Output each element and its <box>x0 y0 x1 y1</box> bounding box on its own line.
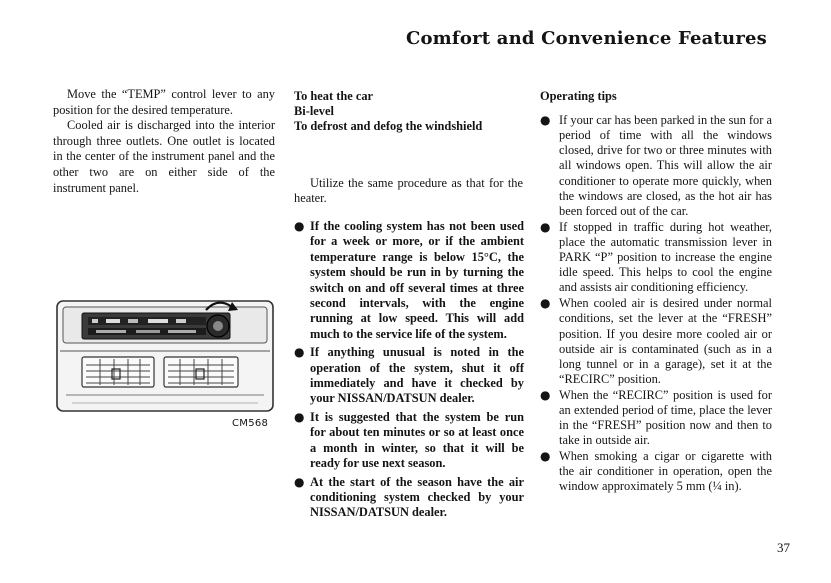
page-title: Comfort and Convenience Features <box>405 28 767 49</box>
section-heading: Operating tips <box>540 89 617 103</box>
list-item <box>294 410 524 472</box>
section-heading: To heat the car <box>294 89 374 103</box>
bullet-icon: ● <box>540 113 551 128</box>
list-item-text: When cooled air is desired under normal conditions, set the lever at the “FRESH” position. If you desire more cooled air or outside air is contaminated (such as in a long tunnel or in a garage), set it at the “RECIRC” position. <box>559 296 772 386</box>
list-item-text: If anything unusual is noted in the operation of the system, shut it off immediately and have it checked by your NISSAN/DATSUN dealer. <box>310 345 524 406</box>
list-item-text: When smoking a cigar or cigarette with the air conditioner in operation, open the window approximately 5 mm (¼ in). <box>559 449 772 494</box>
bullet-icon: ● <box>294 474 305 489</box>
bullet-icon: ● <box>294 409 305 424</box>
note-text: Utilize the same procedure as that for the heater. <box>294 176 523 205</box>
list-item <box>540 449 772 494</box>
bullet-icon: ● <box>540 387 551 402</box>
list-item <box>294 219 524 342</box>
section-heading: Bi-level <box>294 104 334 119</box>
column-3 <box>540 89 772 496</box>
list-item <box>540 388 772 448</box>
bullet-icon: ● <box>294 219 305 233</box>
column-1 <box>53 87 275 196</box>
list-item <box>294 475 524 521</box>
bullet-icon: ● <box>540 219 551 234</box>
ac-control-panel-illustration <box>56 299 274 412</box>
list-item <box>540 220 772 295</box>
list-item-text: If the cooling system has not been used for a week or more, or if the ambient temperature range is below 15°C, the system should be run in by turning the switch on and off several times at three second intervals, with the engine running at low speed. This will add much to the service life of the system. <box>310 219 524 341</box>
dashboard-drawing <box>56 299 274 412</box>
list-item-text: At the start of the season have the air conditioning system checked by your NISSAN/DATSUN dealer. <box>310 474 524 520</box>
paragraph: Cooled air is discharged into the interior through three outlets. One outlet is located in the center of the instrument panel and the other two are on either side of the instrument panel. <box>53 118 275 195</box>
column-2 <box>294 89 524 520</box>
list-item <box>294 345 524 407</box>
caution-list <box>294 219 524 524</box>
section-heading: To defrost and defog the windshield <box>294 119 483 134</box>
note-paragraph <box>294 176 523 206</box>
list-item-text: When the “RECIRC” position is used for an extended period of time, place the lever in the “FRESH” position now and then to take in outside air. <box>559 387 772 448</box>
list-item-text: It is suggested that the system be run for about ten minutes or so at least once a month in winter, so that it will be ready for use next season. <box>310 409 524 471</box>
page-number: 37 <box>777 540 790 555</box>
list-item-text: If your car has been parked in the sun for a period of time with all the windows closed, drive for two or three minutes with all windows open. This will allow the air conditioner to operate more quickly, when the windows are closed, as the hot air has been forced out of the car. <box>559 113 772 218</box>
operating-tips-list <box>540 113 772 494</box>
list-item <box>540 296 772 387</box>
paragraph: Move the “TEMP” control lever to any position for the desired temperature. <box>53 87 275 117</box>
list-item <box>540 113 772 219</box>
figure-caption: CM568 <box>232 418 269 429</box>
list-item-text: If stopped in traffic during hot weather, place the automatic transmission lever in PARK “P” position to increase the engine idle speed. This helps to cool the engine and assists air conditioning efficiency. <box>559 219 772 295</box>
bullet-icon: ● <box>540 449 551 464</box>
bullet-icon: ● <box>540 296 551 311</box>
bullet-icon: ● <box>294 345 305 360</box>
